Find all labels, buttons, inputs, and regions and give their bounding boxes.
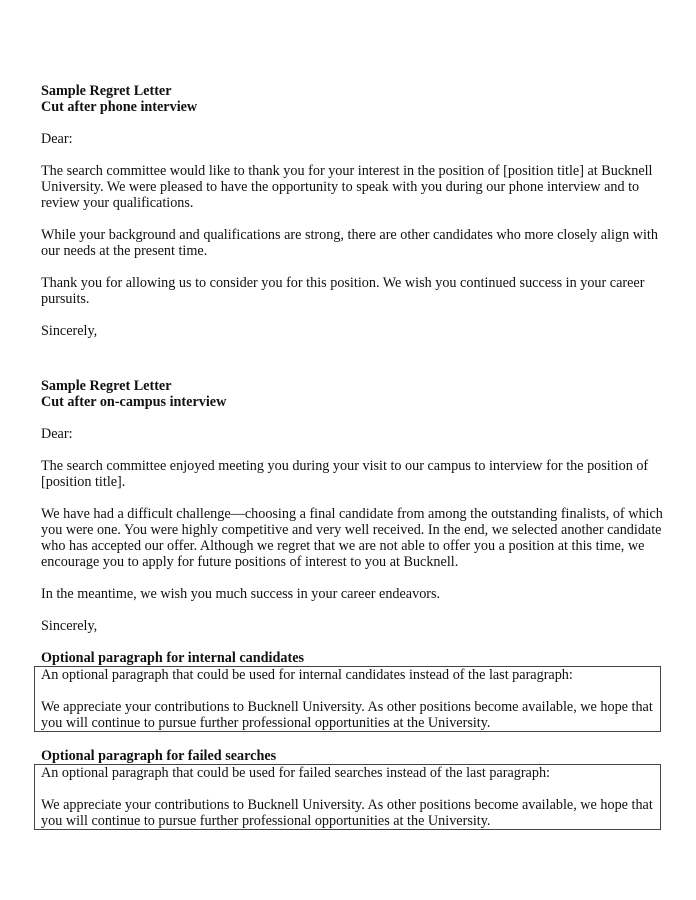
document-page [41, 83, 663, 830]
paragraph: Thank you for allowing us to consider you for this position. We wish you continued success in your career pursuits. [41, 275, 645, 307]
closing: Sincerely, [41, 323, 98, 339]
optional-heading: Optional paragraph for failed searches [41, 748, 277, 764]
paragraph: In the meantime, we wish you much success in your career endeavors. [41, 586, 441, 602]
salutation: Dear: [41, 426, 73, 442]
paragraph: The search committee would like to thank you for your interest in the position of [position title] at Bucknell University. We were pleased to have the opportunity to speak with you during our phone interview and to review your qualifications. [41, 163, 653, 211]
letter-on-campus-interview [41, 378, 663, 634]
paragraph: The search committee enjoyed meeting you during your visit to our campus to interview for the position of [position title]. [41, 458, 649, 490]
optional-body: We appreciate your contributions to Bucknell University. As other positions become available, we hope that you will continue to pursue further professional opportunities at the University. [41, 797, 653, 829]
paragraph: We have had a difficult challenge—choosing a final candidate from among the outstanding finalists, of which you were one. You were highly competitive and very well received. In the end, we selected another candidate who has accepted our offer. Although we regret that we are not able to offer you a position at this time, we encourage you to apply for future positions of interest to you at Bucknell. [41, 506, 663, 570]
optional-intro: An optional paragraph that could be used for failed searches instead of the last paragraph: [41, 765, 550, 781]
optional-box [34, 666, 661, 732]
letter-subtitle: Cut after phone interview [41, 99, 198, 115]
optional-intro: An optional paragraph that could be used for internal candidates instead of the last paragraph: [41, 667, 573, 683]
letter-title: Sample Regret Letter [41, 83, 172, 99]
optional-heading: Optional paragraph for internal candidates [41, 650, 305, 666]
optional-box [34, 764, 661, 830]
salutation: Dear: [41, 131, 73, 147]
optional-body: We appreciate your contributions to Bucknell University. As other positions become available, we hope that you will continue to pursue further professional opportunities at the University. [41, 699, 653, 731]
letter-title: Sample Regret Letter [41, 378, 172, 394]
letter-subtitle: Cut after on-campus interview [41, 394, 227, 410]
closing: Sincerely, [41, 618, 98, 634]
optional-internal-section [41, 650, 663, 732]
optional-failed-section [41, 748, 663, 830]
paragraph: While your background and qualifications are strong, there are other candidates who more closely align with our needs at the present time. [41, 227, 658, 259]
letter-phone-interview [41, 83, 663, 339]
